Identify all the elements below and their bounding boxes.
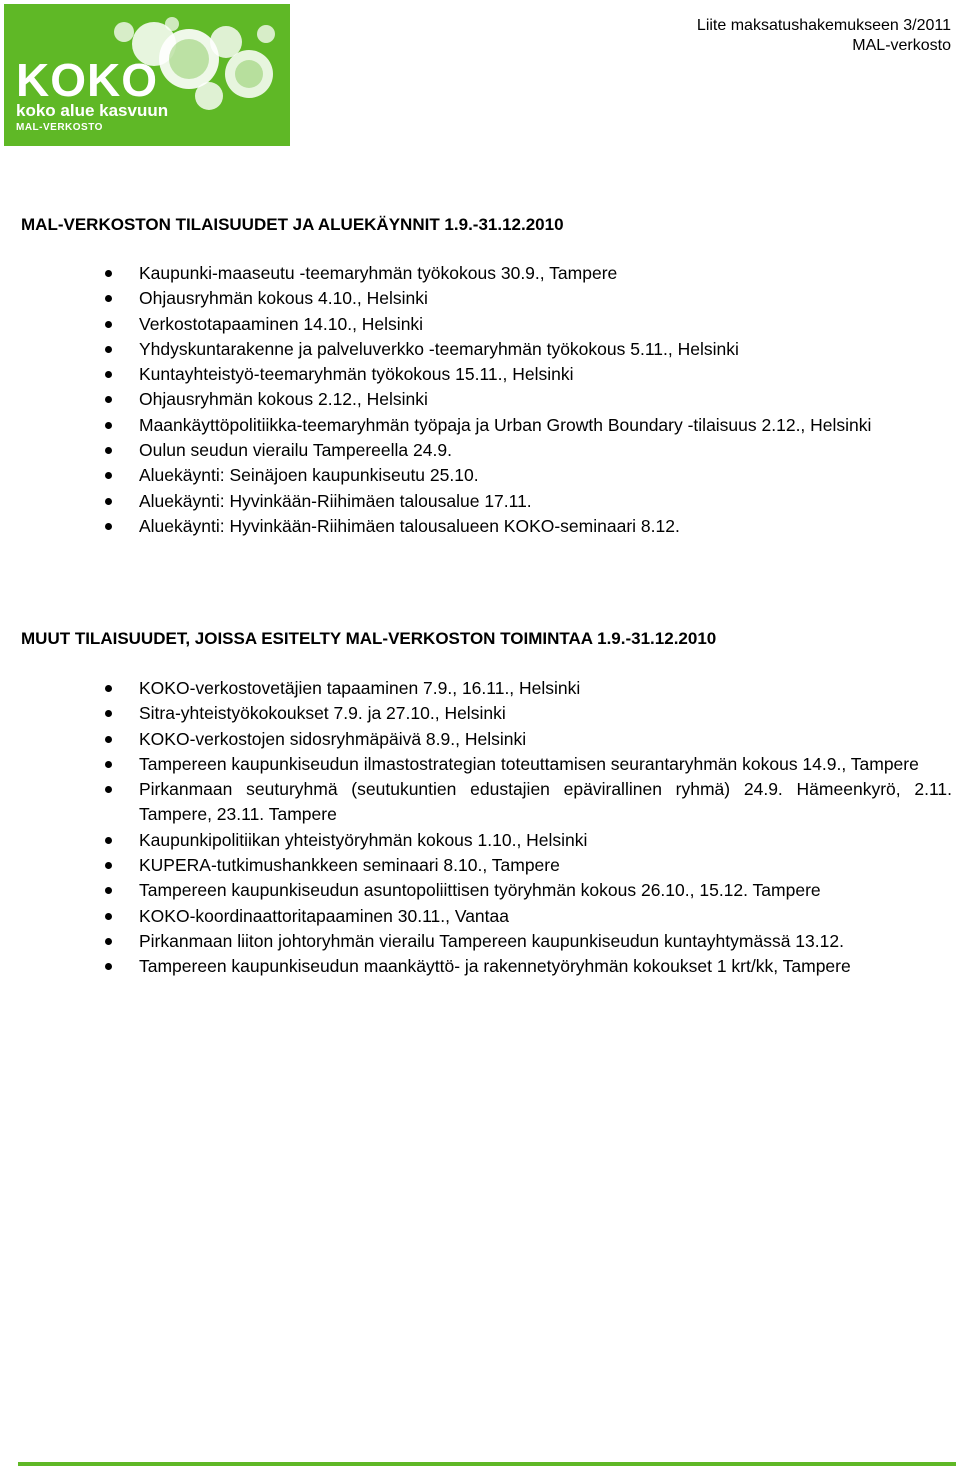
list-item: Pirkanmaan liiton johtoryhmän vierailu Tampereen kaupunkiseudun kuntayhtymässä 13.12. — [0, 929, 952, 954]
bullet-icon — [105, 371, 112, 378]
list-item: Aluekäynti: Hyvinkään-Riihimäen talousalue 17.11. — [0, 489, 952, 514]
list-item: Kuntayhteistyö-teemaryhmän työkokous 15.11., Helsinki — [0, 362, 952, 387]
header-line-1: Liite maksatushakemukseen 3/2011 — [696, 17, 951, 34]
bullet-icon — [105, 396, 112, 403]
header-line-2: MAL-verkosto — [852, 37, 951, 54]
footer-divider — [18, 1462, 956, 1466]
bullet-icon — [105, 862, 112, 869]
bullet-icon — [105, 736, 112, 743]
list-item: Tampereen kaupunkiseudun ilmastostrategian toteuttamisen seurantaryhmän kokous 14.9., Tampere — [0, 752, 952, 777]
bullet-icon — [105, 523, 112, 530]
bullet-icon — [105, 321, 112, 328]
list-item: Aluekäynti: Hyvinkään-Riihimäen talousalueen KOKO-seminaari 8.12. — [0, 514, 952, 539]
bullet-icon — [105, 938, 112, 945]
list-item: Ohjausryhmän kokous 4.10., Helsinki — [0, 286, 952, 311]
section-1-list — [0, 261, 952, 539]
list-item: KOKO-verkostojen sidosryhmäpäivä 8.9., Helsinki — [0, 727, 952, 752]
list-item: KUPERA-tutkimushankkeen seminaari 8.10., Tampere — [0, 853, 952, 878]
koko-logo — [4, 4, 290, 146]
bullet-icon — [105, 472, 112, 479]
section-1-title: MAL-VERKOSTON TILAISUUDET JA ALUEKÄYNNIT 1.9.-31.12.2010 — [21, 215, 564, 234]
document-header — [697, 16, 951, 56]
list-item: Maankäyttöpolitiikka-teemaryhmän työpaja ja Urban Growth Boundary -tilaisuus 2.12., Helsinki — [0, 413, 952, 438]
bullet-icon — [105, 837, 112, 844]
bullet-icon — [105, 346, 112, 353]
bullet-icon — [105, 887, 112, 894]
list-item: Tampereen kaupunkiseudun asuntopoliittisen työryhmän kokous 26.10., 15.12. Tampere — [0, 878, 952, 903]
section-2-list — [0, 676, 952, 980]
list-item: KOKO-verkostovetäjien tapaaminen 7.9., 16.11., Helsinki — [0, 676, 952, 701]
bullet-icon — [105, 270, 112, 277]
bullet-icon — [105, 710, 112, 717]
bullet-icon — [105, 422, 112, 429]
list-item: KOKO-koordinaattoritapaaminen 30.11., Vantaa — [0, 904, 952, 929]
bullet-icon — [105, 447, 112, 454]
bullet-icon — [105, 786, 112, 793]
section-2-title: MUUT TILAISUUDET, JOISSA ESITELTY MAL-VERKOSTON TOIMINTAA 1.9.-31.12.2010 — [21, 629, 717, 648]
list-item: Sitra-yhteistyökokoukset 7.9. ja 27.10., Helsinki — [0, 701, 952, 726]
logo-tagline: koko alue kasvuun — [16, 101, 169, 120]
logo-main-text: KOKO — [16, 54, 158, 106]
list-item: Kaupunki-maaseutu -teemaryhmän työkokous 30.9., Tampere — [0, 261, 952, 286]
bullet-icon — [105, 498, 112, 505]
list-item: Pirkanmaan seuturyhmä (seutukuntien edustajien epävirallinen ryhmä) 24.9. Hämeenkyrö, 2.11. Tampere, 23.11. Tampere — [0, 777, 952, 828]
list-item: Aluekäynti: Seinäjoen kaupunkiseutu 25.10. — [0, 463, 952, 488]
bullet-icon — [105, 913, 112, 920]
bullet-icon — [105, 761, 112, 768]
bullet-icon — [105, 963, 112, 970]
list-item: Yhdyskuntarakenne ja palveluverkko -teemaryhmän työkokous 5.11., Helsinki — [0, 337, 952, 362]
list-item: Ohjausryhmän kokous 2.12., Helsinki — [0, 387, 952, 412]
bullet-icon — [105, 685, 112, 692]
logo-subtitle: MAL-VERKOSTO — [16, 122, 103, 133]
bullet-icon — [105, 295, 112, 302]
list-item: Tampereen kaupunkiseudun maankäyttö- ja rakennetyöryhmän kokoukset 1 krt/kk, Tampere — [0, 954, 952, 979]
list-item: Oulun seudun vierailu Tampereella 24.9. — [0, 438, 952, 463]
list-item: Verkostotapaaminen 14.10., Helsinki — [0, 312, 952, 337]
list-item: Kaupunkipolitiikan yhteistyöryhmän kokous 1.10., Helsinki — [0, 828, 952, 853]
